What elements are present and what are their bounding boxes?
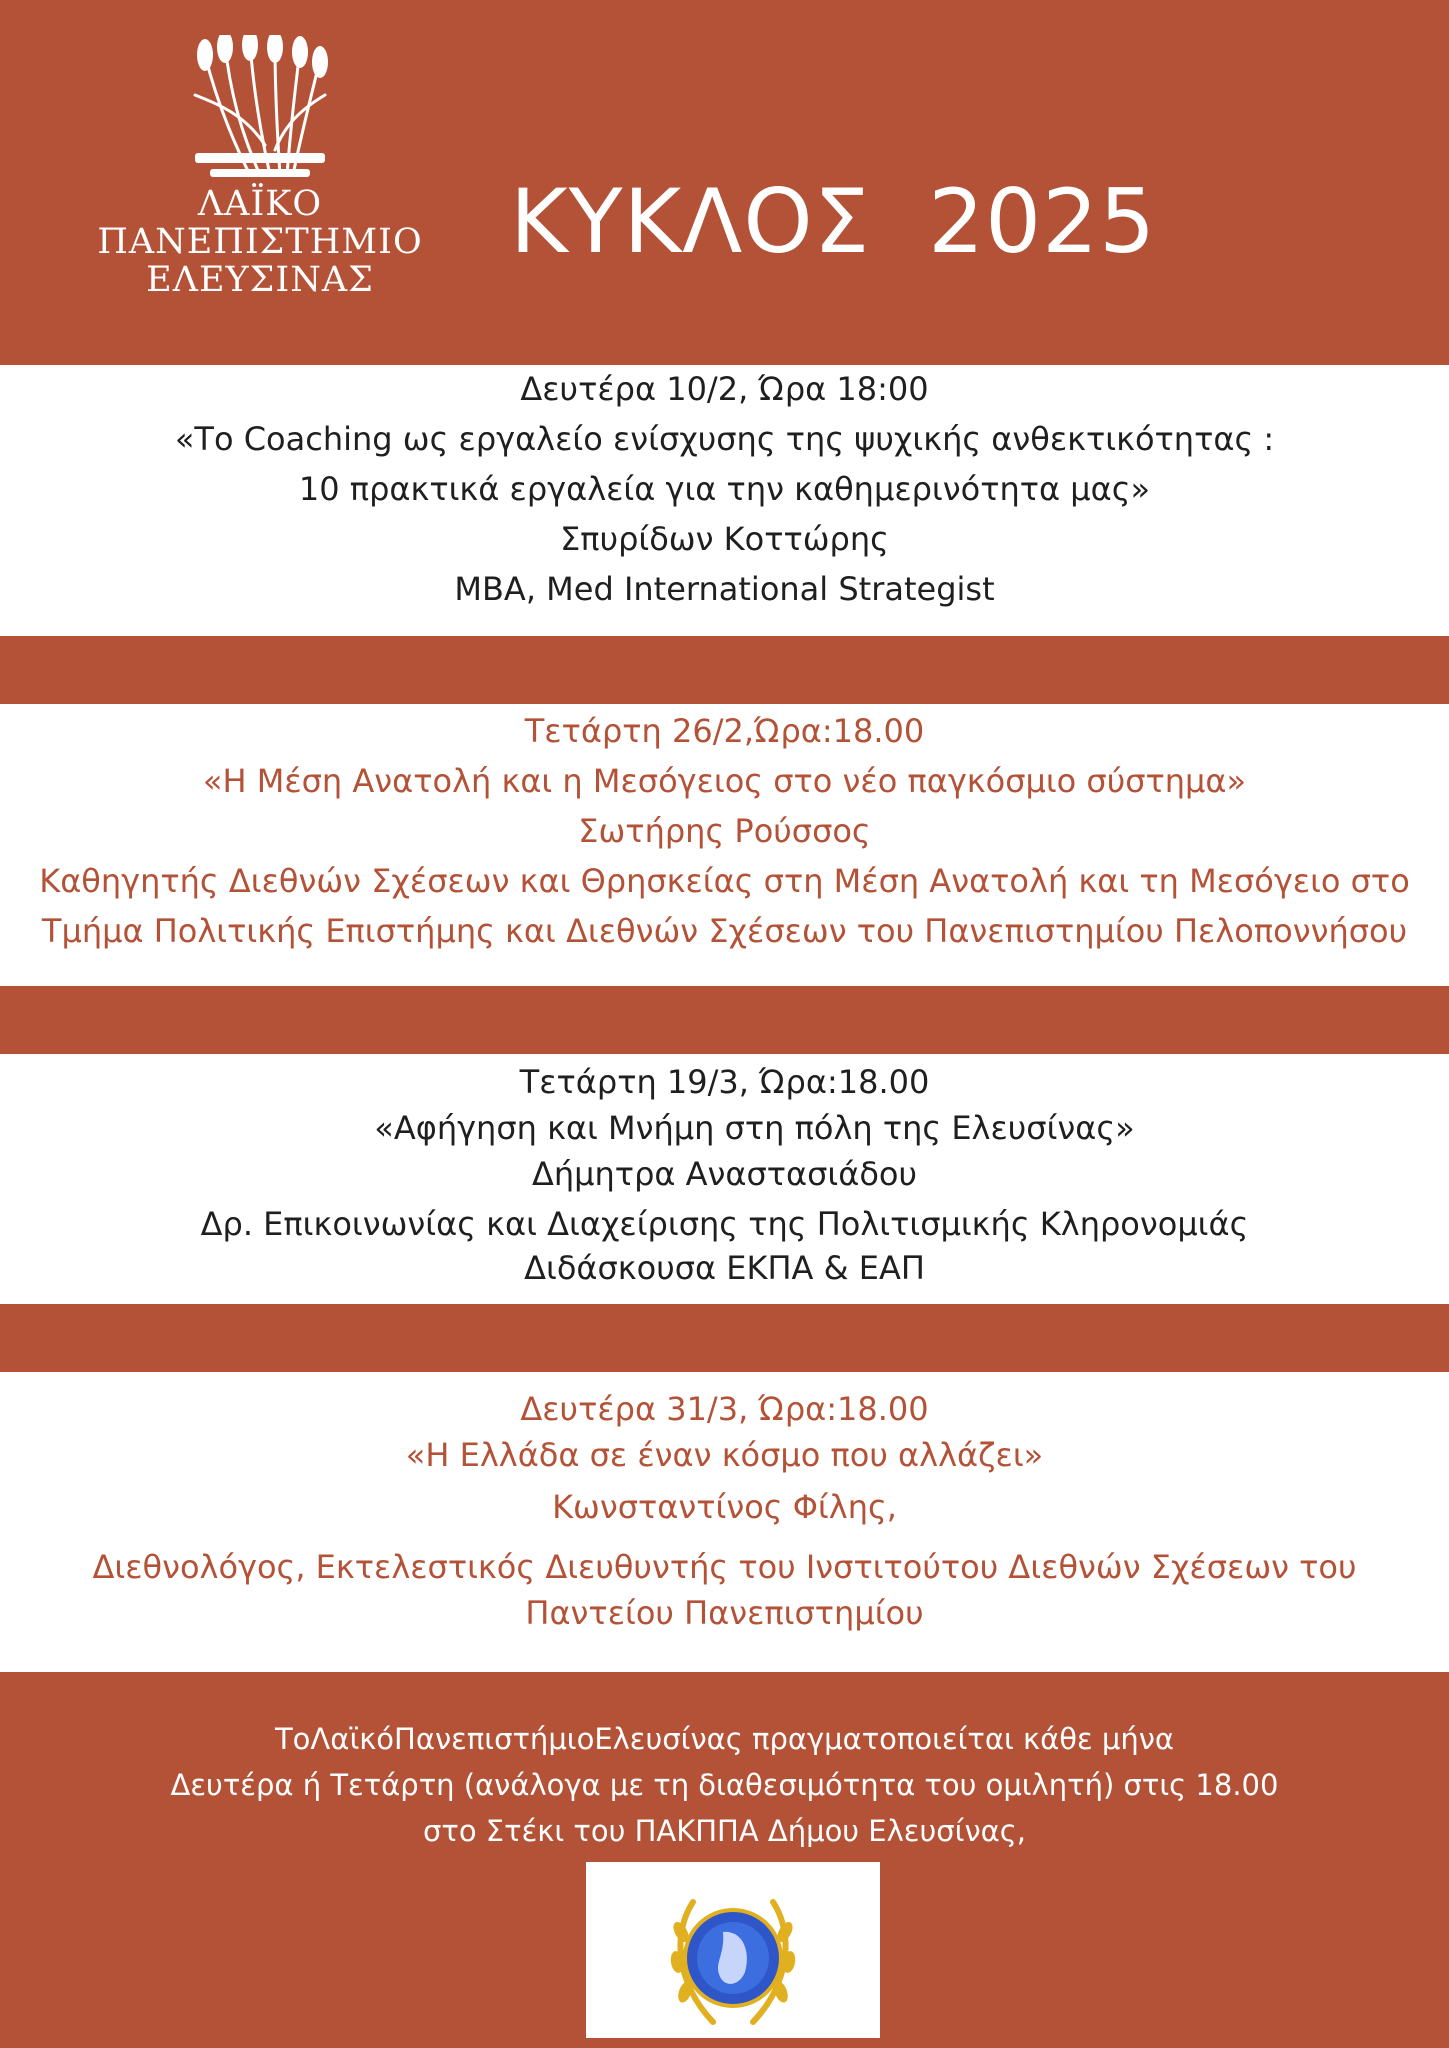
municipality-seal-icon — [653, 1862, 813, 2038]
university-logo — [55, 35, 465, 315]
event-speaker: Κωνσταντίνος Φίλης, — [552, 1488, 897, 1526]
event-role: Δρ. Επικοινωνίας και Διαχείρισης της Πολιτισμικής Κληρονομιάς — [200, 1205, 1249, 1243]
logo-line: ΠΑΝΕΠΙΣΤΗΜΙΟ — [97, 222, 423, 262]
logo-line: ΕΛΕΥΣΙΝΑΣ — [146, 260, 374, 300]
event-3 — [0, 1060, 1449, 1290]
separator-band — [0, 636, 1449, 704]
event-date: Τετάρτη 26/2,Ώρα:18.00 — [524, 712, 925, 750]
event-2 — [0, 706, 1449, 956]
footer-band — [0, 1672, 1449, 2048]
event-title: 10 πρακτικά εργαλεία για την καθημερινότητα μας» — [298, 470, 1151, 508]
event-title: «Η Μέση Ανατολή και η Μεσόγειος στο νέο παγκόσμιο σύστημα» — [202, 762, 1247, 800]
event-4 — [0, 1386, 1449, 1636]
event-speaker: Σπυρίδων Κοττώρης — [560, 520, 889, 558]
event-role: MBA, Med International Strategist — [454, 570, 995, 608]
event-role: Τμήμα Πολιτικής Επιστήμης και Διεθνών Σχέσεων του Πανεπιστημίου Πελοποννήσου — [41, 912, 1408, 950]
footer-text — [0, 1716, 1449, 1854]
event-role: Διδάσκουσα ΕΚΠΑ & ΕΑΠ — [524, 1249, 925, 1287]
footer-line: Δευτέρα ή Τετάρτη (ανάλογα με τη διαθεσιμότητα του ομιλητή) στις 18.00 — [170, 1768, 1279, 1802]
logo-line: ΛΑΪΚΟ — [197, 184, 323, 224]
event-role: Παντείου Πανεπιστημίου — [525, 1594, 924, 1632]
event-title: «Το Coaching ως εργαλείο ενίσχυσης της ψυχικής ανθεκτικότητας : — [174, 420, 1275, 458]
event-1 — [0, 364, 1449, 614]
event-date: Τετάρτη 19/3, Ώρα:18.00 — [519, 1063, 930, 1101]
footer-line: ΤοΛαϊκόΠανεπιστήμιοΕλευσίνας πραγματοποιείται κάθε μήνα — [274, 1722, 1175, 1756]
event-speaker: Σωτήρης Ρούσσος — [578, 812, 871, 850]
municipality-badge — [586, 1862, 880, 2038]
event-title: «Αφήγηση και Μνήμη στη πόλη της Ελευσίνας» — [374, 1109, 1135, 1147]
footer-line: στο Στέκι του ΠΑΚΠΠΑ Δήμου Ελευσίνας, — [422, 1814, 1026, 1848]
event-date: Δευτέρα 10/2, Ώρα 18:00 — [520, 370, 929, 408]
header-band — [0, 0, 1449, 365]
page-title: ΚΥΚΛΟΣ 2025 — [510, 170, 1157, 273]
event-role: Καθηγητής Διεθνών Σχέσεων και Θρησκείας στη Μέση Ανατολή και τη Μεσόγειο στο — [39, 862, 1410, 900]
event-speaker: Δήμητρα Αναστασιάδου — [531, 1155, 918, 1193]
separator-band — [0, 1304, 1449, 1372]
separator-band — [0, 986, 1449, 1054]
event-role: Διεθνολόγος, Εκτελεστικός Διευθυντής του Ινστιτούτου Διεθνών Σχέσεων του — [92, 1548, 1357, 1586]
event-title: «Η Ελλάδα σε έναν κόσμο που αλλάζει» — [405, 1436, 1044, 1474]
wheat-sheaf-icon — [175, 35, 345, 185]
event-date: Δευτέρα 31/3, Ώρα:18.00 — [520, 1390, 929, 1428]
